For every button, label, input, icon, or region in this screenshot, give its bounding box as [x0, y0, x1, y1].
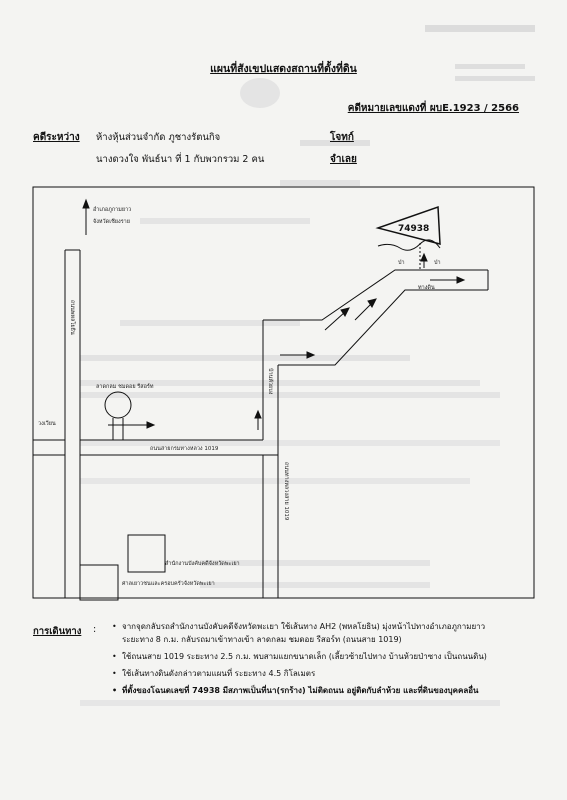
forest-left-label: ป่า [398, 260, 405, 266]
to-phukamyao-label: อำเภอภูกามยาว [93, 207, 132, 213]
travel-step [112, 650, 532, 667]
road-1019-label: ถนนสายกรมทางหลวง 1019 [150, 446, 219, 452]
bullet: • [112, 652, 117, 661]
travel-step-text: ใช้ถนนสาย 1019 ระยะทาง 2.5 ก.ม. พบสามแยกขนาดเล็ก (เลี้ยวซ้ายไปทาง บ้านห้วยป่าซาง เป็นถนนดิน) [122, 652, 487, 661]
arrow-diag-1 [325, 312, 345, 330]
court-label: สำนักงานบังคับคดีจังหวัดพะเยา [165, 561, 240, 567]
roundabout-label: วงเวียน [38, 421, 56, 427]
travel-step [112, 684, 532, 697]
dirt-road-upper [263, 270, 488, 320]
bullet: • [112, 622, 117, 631]
forest-right-label: ป่า [434, 260, 441, 266]
travel-step-text: จากจุดกลับรถสำนักงานบังคับคดีจังหวัดพะเยา ใช้เส้นทาง AH2 (พหลโยธิน) มุ่งหน้าไปทางอำเภอภูกามยาว [122, 622, 486, 631]
parcel-number: 74938 [398, 224, 430, 234]
bullet: • [112, 669, 117, 678]
travel-step-text: ระยะทาง 8 ก.ม. กลับรถมาเข้าทางเข้า ลาดกลม ชมดอย รีสอร์ท (ถนนสาย 1019) [122, 635, 402, 644]
roundabout-circle [105, 392, 131, 418]
travel-step [112, 667, 532, 684]
family-court-building [80, 565, 118, 600]
travel-steps [112, 620, 532, 697]
defendant-name: นางดวงใจ พันธ์นา ที่ 1 กับพวกรวม 2 คน [96, 154, 265, 165]
travel-step-cont [112, 633, 532, 650]
road-1019-vertical-label: ถนนทางหลวงสาย 1019 [283, 462, 289, 521]
bullet: • [112, 686, 118, 695]
plaintiff-role: โจทก์ [330, 132, 354, 143]
to-chiangrai-label: จังหวัดเชียงราย [93, 219, 130, 225]
page-title: แผนที่สังเขปแสดงสถานที่ตั้งที่ดิน [210, 63, 357, 75]
clock-circle-label: ลาดกลม ชมดอย รีสอร์ท [96, 384, 154, 390]
parties-label: คดีระหว่าง [33, 132, 80, 143]
court-building [128, 535, 165, 572]
travel-step-text: ใช้เส้นทางดินดังกล่าวตามแผนที่ ระยะทาง 4.5 กิโลเมตร [122, 669, 316, 678]
travel-colon: : [93, 624, 97, 635]
arrow-diag-2 [355, 303, 372, 320]
case-number: คดีหมายเลขแดงที่ ผบE.1923 / 2566 [347, 103, 519, 114]
travel-step-text: ที่ตั้งของโฉนดเลขที่ 74938 มีสภาพเป็นที่นา(รกร้าง) ไม่ติดถนน อยู่ติดกับลำห้วย และที่ดินของบุคคลอื่น [122, 686, 479, 695]
to-ban-huai-bong-label: บ้านห้วยบง [267, 368, 273, 395]
plaintiff-name: ห้างหุ้นส่วนจำกัด ภูชางรัตนกิจ [96, 132, 221, 143]
travel-label: การเดินทาง [33, 626, 82, 637]
dirt-road-label: ทางดิน [418, 285, 435, 291]
family-court-label: ศาลเยาวชนและครอบครัวจังหวัดพะเยา [122, 581, 215, 587]
map-frame [33, 187, 534, 598]
highway-road-label: ถนนพหลโยธิน [69, 300, 75, 335]
travel-step [112, 620, 532, 633]
defendant-role: จำเลย [330, 154, 357, 165]
